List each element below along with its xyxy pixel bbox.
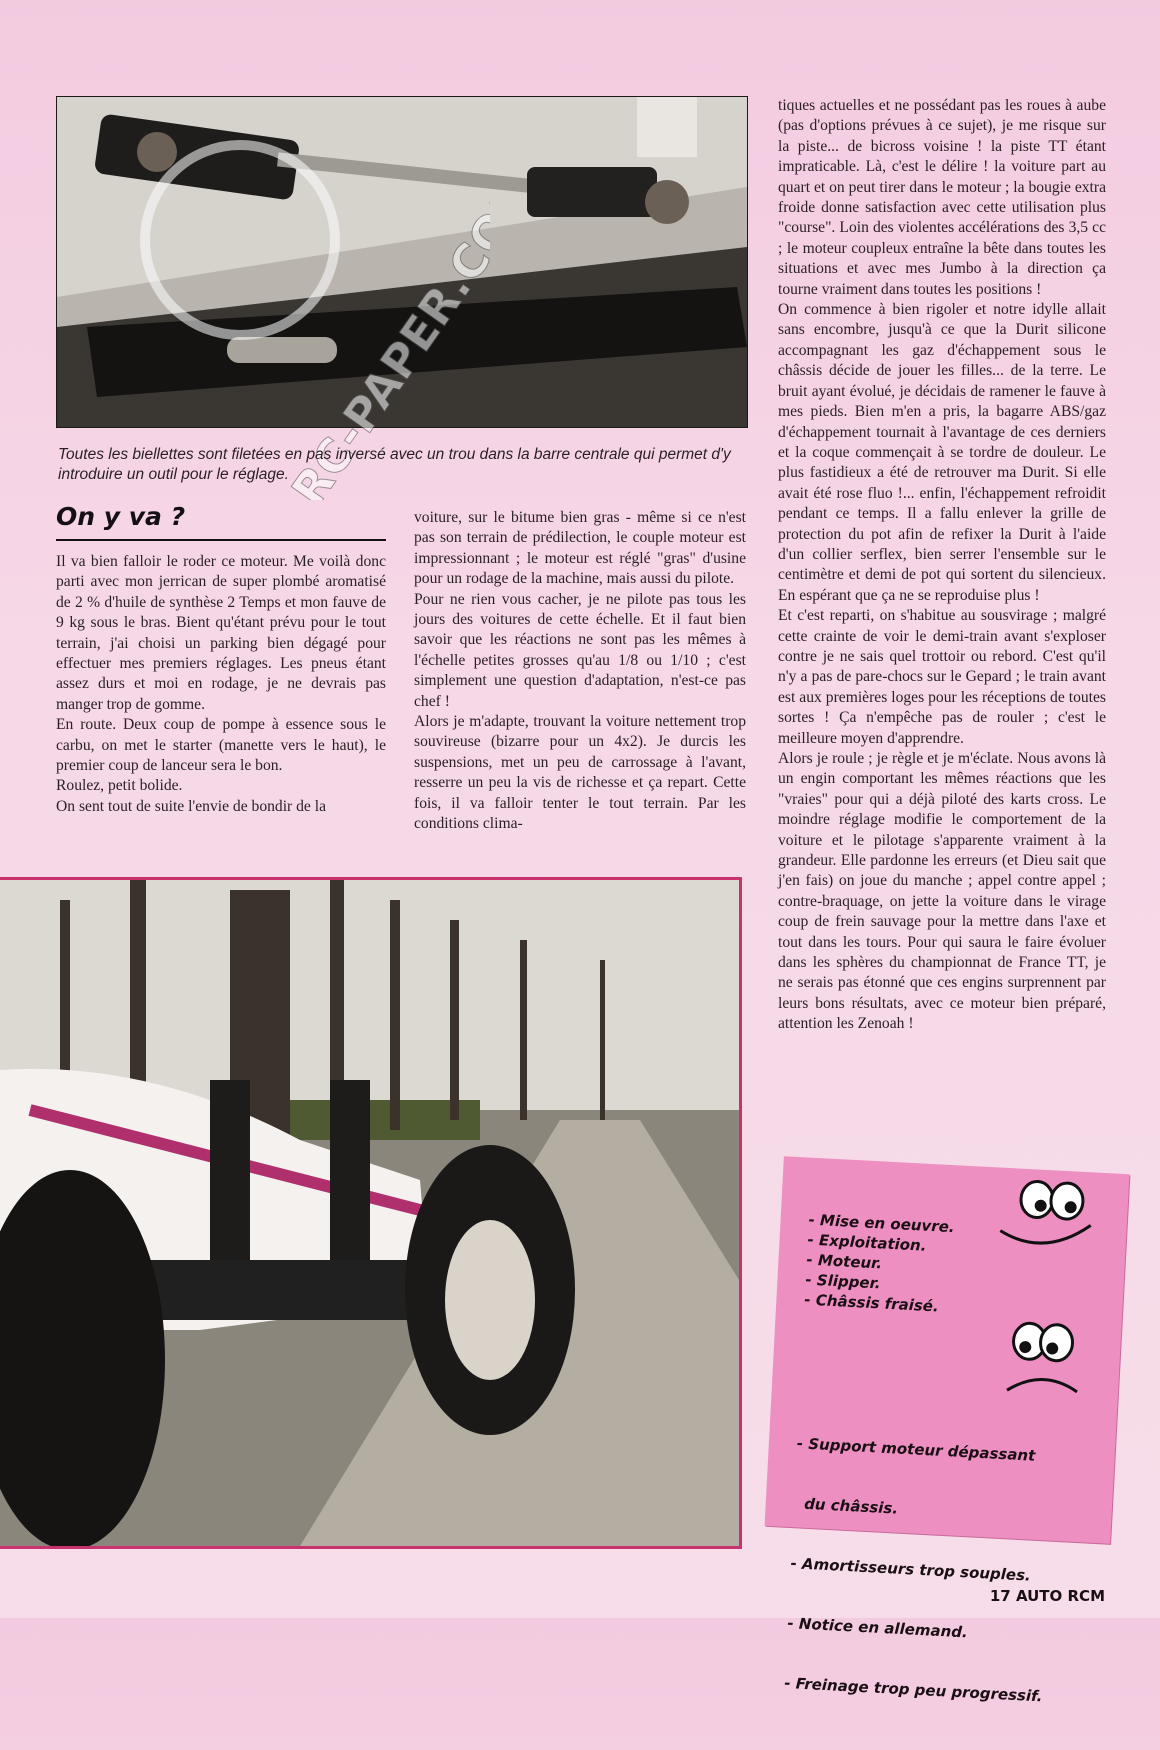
- top-photo: [56, 96, 748, 428]
- happy-face-icon: [989, 1175, 1103, 1261]
- paragraph: voiture, sur le bitume bien gras - même si ce n'est pas son terrain de prédilection, le couple moteur est impressionnant ; le moteur est réglé "gras" d'usine pour un rodage de la machine, mais aussi du pilote.: [414, 509, 746, 588]
- paragraph: Il va bien falloir le roder ce moteur. Me voilà donc parti avec mon jerrican de super plombé aromatisé de 2 % d'huile de synthèse 2 Temps et mon fauve de 9 kg sous le bras. Bient qu'étant prévu pour le tout terrain, j'ai choisi un parking bien dégagé pour effectuer mes premiers réglages. Les pneus étant assez durs et moi en rodage, je ne devrais pas manger trop de gomme.: [56, 553, 386, 713]
- list-item: - Mise en oeuvre.: [808, 1210, 956, 1237]
- paragraph: Et c'est reparti, on s'habitue au sousvirage ; malgré cette crainte de voir le demi-train avant s'exploser contre je ne sais quel trottoir ou rebord. C'est qu'il n'y a pas de pare-chocs sur le Gepard ; le train avant est aux premières loges pour les réceptions de toutes sortes ! Ça n'empêche pas de rouler ; c'est le meilleure moyen d'apprendre.: [778, 607, 1106, 747]
- photo-caption: Toutes les biellettes sont filetées en pas inversé avec un trou dans la barre centrale qui permet d'y introduire un outil pour le réglage.: [58, 446, 731, 483]
- list-item: - Amortisseurs trop souples.: [790, 1554, 1032, 1585]
- paragraph: On commence à bien rigoler et notre idylle allait sans encombre, jusqu'à ce que la Durit silicone accompagnant les gaz d'échappement sous le châssis décide de jouer les filles... de la terre. Le bruit ayant évolué, je décidais de ramener le fauve à mes pieds. Bien m'en a pris, la bagarre ABS/gaz d'échappement tournait à l'avantage de ces derniers et la coque commençait à se tordre de douleur. Le plus fastidieux a été de retrouver ma Durit. Si elle avait été rose fluo !... enfin, l'échappement refroidit pendant ce temps. Il a fallu enlever la grille de protection du pot afin de refixer la Durit à l'aide d'un collier serflex, bien serrer l'ensemble sur le centimètre et demi de pot qui sortent du silencieux. En espérant que ça ne se reproduise plus !: [778, 301, 1106, 604]
- cons-list: [782, 1393, 1058, 1746]
- paragraph: On sent tout de suite l'envie de bondir de la: [56, 797, 327, 815]
- list-item: du châssis.: [793, 1494, 899, 1518]
- suspension-linkage-image: [57, 97, 747, 427]
- bottom-photo: [0, 877, 742, 1549]
- list-item: - Freinage trop peu progressif.: [783, 1673, 1043, 1706]
- section-heading: On y va ?: [56, 502, 386, 541]
- text-column-3: [778, 96, 1106, 1035]
- paragraph: Alors je m'adapte, trouvant la voiture nettement trop souvireuse (bizarre pour un 4x2). Je durcis les suspensions, met un peu de carrossage à l'avant, resserre un peu la vis de richesse et ça repart. Cette fois, il va falloir tenter le tout terrain. Par les conditions clima-: [414, 713, 746, 833]
- list-item: - Slipper.: [805, 1270, 882, 1293]
- list-item: - Notice en allemand.: [787, 1614, 969, 1642]
- paragraph: Roulez, petit bolide.: [56, 777, 183, 795]
- pros-list: [804, 1210, 955, 1318]
- page-footer: 17 AUTO RCM: [989, 1587, 1105, 1605]
- list-item: - Moteur.: [806, 1250, 883, 1273]
- text-column-1: [56, 552, 386, 817]
- paragraph: En route. Deux coup de pompe à essence sous le carbu, on met le starter (manette vers le haut), le premier coup de lanceur sera le bon.: [56, 716, 386, 775]
- paragraph: Pour ne rien vous cacher, je ne pilote pas tous les jours des voitures de cette échelle. Et il faut bien savoir que les réactions ne sont pas les mêmes à l'échelle petites grosses qu'au 1/8 ou 1/10 ; c'est simplement une question d'adaptation, n'est-ce pas chef !: [414, 590, 746, 710]
- buggy-on-road-image: [0, 880, 739, 1546]
- paragraph: Alors je roule ; je règle et je m'éclate. Nous avons là un engin comportant les mêmes réactions que les "vraies" pour qui a déjà piloté des karts cross. Le moindre réglage modifie le comportement de la voiture et le pilotage s'apparente vraiment à la grandeur. Elle pardonne les erreurs (et Dieu sait que j'en fais) on joue du manche ; appel contre appel ; contre-braquage, on jette la voiture dans le virage coup de frein sauvage pour la mettre dans l'axe et tout dans les tours. Pour qui saura le faire évoluer dans les sphères du championnat de France TT, je ne serais pas étonné que ces engins surprennent par leurs bons résultats, avec ce moteur bien préparé, attention les Zenoah !: [778, 750, 1106, 1033]
- list-item: - Exploitation.: [807, 1230, 927, 1255]
- paragraph: tiques actuelles et ne possédant pas les roues à aube (pas d'options prévues à ce sujet), je me risque sur la piste... de bicross voisine ! la piste TT étant impraticable. Là, c'est le délire ! la voiture part au quart et on peut tirer dans le moteur ; la bougie extra froide donne satisfaction avec cette utilisation plus "course". Loin des violentes accélérations des 3,5 cc ; le moteur coupleux entraîne la bête dans toutes les situations et avec mes Jumbo à la direction ça tourne vraiment dans toutes les positions !: [778, 97, 1106, 298]
- list-item: - Support moteur dépassant: [796, 1434, 1036, 1465]
- sad-face-icon: [982, 1317, 1096, 1403]
- list-item: - Châssis fraisé.: [803, 1290, 940, 1316]
- text-column-2: [414, 508, 746, 835]
